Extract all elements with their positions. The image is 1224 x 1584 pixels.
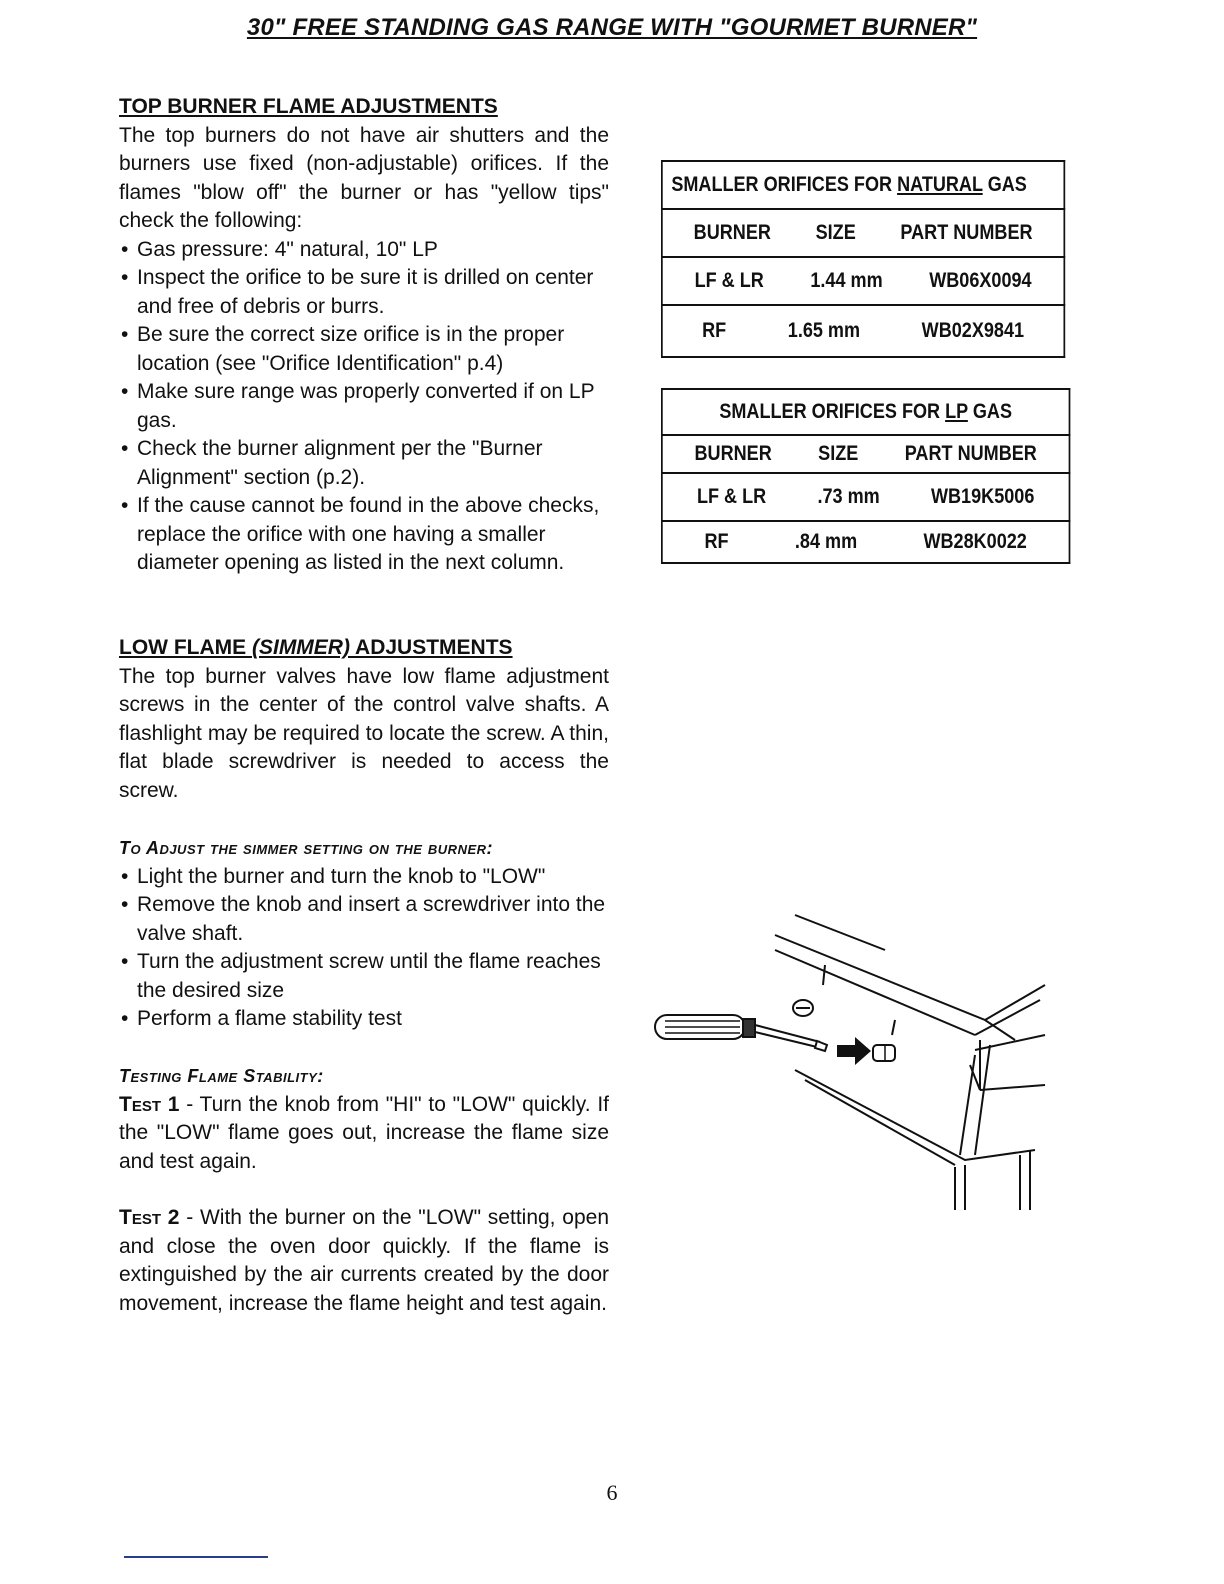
top-burner-checklist xyxy=(119,236,609,578)
table-header-row: BURNER SIZE PART NUMBER xyxy=(662,209,1064,257)
list-item: • Check the burner alignment per the "Burner Alignment" section (p.2). xyxy=(119,435,609,492)
top-burner-section xyxy=(119,93,609,578)
low-flame-section xyxy=(119,634,609,805)
top-burner-heading: TOP BURNER FLAME ADJUSTMENTS xyxy=(119,95,498,118)
footer-rule xyxy=(124,1556,268,1558)
list-item: • Remove the knob and insert a screwdriver into the valve shaft. xyxy=(119,891,609,948)
list-item: • Make sure range was properly converted if on LP gas. xyxy=(119,378,609,435)
adjust-simmer-heading: To Adjust the simmer setting on the burner: xyxy=(119,838,494,858)
test-1: Test 1 - Turn the knob from "HI" to "LOW" quickly. If the "LOW" flame goes out, increase the flame size and test again. xyxy=(119,1092,610,1173)
list-item: • Turn the adjustment screw until the flame reaches the desired size xyxy=(119,948,609,1005)
list-item: • Inspect the orifice to be sure it is drilled on center and free of debris or burrs. xyxy=(119,264,609,321)
list-item: • Gas pressure: 4" natural, 10" LP xyxy=(119,236,609,265)
table-row: LF & LR 1.44 mm WB06X0094 xyxy=(662,257,1064,305)
natural-gas-orifice-table xyxy=(661,160,1065,358)
list-item: • Be sure the correct size orifice is in the proper location (see "Orifice Identification" p.4) xyxy=(119,321,609,378)
flame-stability-heading: Testing Flame Stability: xyxy=(119,1066,324,1086)
lp-table-caption: SMALLER ORIFICES FOR LP GAS xyxy=(662,389,1070,435)
top-burner-intro: The top burners do not have air shutters and the burners use fixed (non-adjustable) orifices. If the flames "blow off" the burner or has "yellow tips" check the following: xyxy=(119,123,609,232)
natural-table-caption: SMALLER ORIFICES FOR NATURAL GAS xyxy=(662,161,1064,209)
list-item: • Light the burner and turn the knob to "LOW" xyxy=(119,863,609,892)
table-row: RF 1.65 mm WB02X9841 xyxy=(662,305,1064,357)
page-number: 6 xyxy=(606,1480,618,1505)
low-flame-text: The top burner valves have low flame adjustment screws in the center of the control valve shafts. A flashlight may be required to locate the screw. A thin, flat blade screwdriver is needed to access the screw. xyxy=(119,664,609,802)
flame-stability-section xyxy=(119,1062,609,1318)
test-2: Test 2 - With the burner on the "LOW" setting, open and close the oven door quickly. If the flame is extinguished by the air currents created by the door movement, increase the flame height and test again. xyxy=(119,1206,609,1315)
lp-gas-orifice-table xyxy=(661,388,1070,564)
low-flame-heading: LOW FLAME (SIMMER) ADJUSTMENTS xyxy=(119,636,513,659)
table-row: RF .84 mm WB28K0022 xyxy=(662,521,1070,563)
table-header-row: BURNER SIZE PART NUMBER xyxy=(662,435,1070,473)
adjust-simmer-section xyxy=(119,834,609,1034)
table-row: LF & LR .73 mm WB19K5006 xyxy=(662,473,1070,521)
list-item: • Perform a flame stability test xyxy=(119,1005,609,1034)
screwdriver-valve-illustration xyxy=(645,905,1065,1225)
adjust-steps xyxy=(119,863,609,1034)
page-title: 30" FREE STANDING GAS RANGE WITH "GOURMET BURNER" xyxy=(246,14,978,41)
list-item: • If the cause cannot be found in the above checks, replace the orifice with one having a smaller diameter opening as listed in the next column. xyxy=(119,492,609,578)
